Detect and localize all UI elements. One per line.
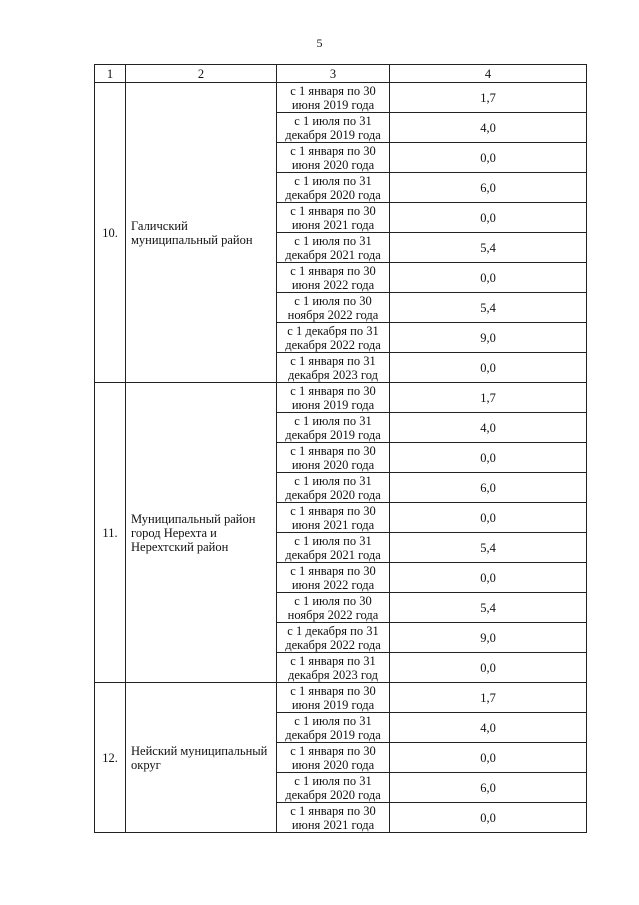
- period-cell: [277, 353, 390, 383]
- value-cell: 0,0: [390, 563, 587, 593]
- period-text: с 1 января по 30 июня 2022 года: [290, 563, 376, 592]
- period-text: с 1 января по 30 июня 2019 года: [290, 83, 376, 112]
- header-col-1: 1: [95, 65, 126, 83]
- period-text: с 1 июля по 30 ноября 2022 года: [287, 593, 379, 622]
- period-cell: [277, 803, 390, 833]
- header-col-4: 4: [390, 65, 587, 83]
- value-cell: 0,0: [390, 503, 587, 533]
- value-cell: 0,0: [390, 203, 587, 233]
- value-cell: 1,7: [390, 683, 587, 713]
- header-col-3: 3: [277, 65, 390, 83]
- period-text: с 1 января по 30 июня 2019 года: [290, 383, 376, 412]
- value-cell: 6,0: [390, 173, 587, 203]
- municipality-cell: [126, 683, 277, 833]
- value-cell: 4,0: [390, 113, 587, 143]
- period-cell: [277, 83, 390, 113]
- period-text: с 1 января по 30 июня 2020 года: [290, 443, 376, 472]
- municipality-name: Нейский муниципальный округ: [131, 743, 268, 772]
- period-text: с 1 января по 30 июня 2019 года: [290, 683, 376, 712]
- value-cell: 1,7: [390, 383, 587, 413]
- value-cell: 6,0: [390, 473, 587, 503]
- period-text: с 1 января по 30 июня 2021 года: [290, 503, 376, 532]
- value-cell: 5,4: [390, 533, 587, 563]
- table-row: [95, 83, 587, 113]
- header-row: [95, 65, 587, 83]
- value-cell: 4,0: [390, 713, 587, 743]
- period-cell: [277, 113, 390, 143]
- value-cell: 0,0: [390, 803, 587, 833]
- period-text: с 1 января по 31 декабря 2023 год: [287, 653, 378, 682]
- period-cell: [277, 503, 390, 533]
- page-number: 5: [316, 36, 323, 50]
- period-text: с 1 июля по 31 декабря 2021 года: [285, 533, 381, 562]
- period-cell: [277, 173, 390, 203]
- row-number: 10.: [95, 83, 126, 383]
- period-text: с 1 декабря по 31 декабря 2022 года: [285, 323, 381, 352]
- period-text: с 1 января по 30 июня 2021 года: [290, 803, 376, 832]
- period-cell: [277, 383, 390, 413]
- period-cell: [277, 653, 390, 683]
- period-text: с 1 июля по 31 декабря 2019 года: [285, 413, 381, 442]
- row-number: 12.: [95, 683, 126, 833]
- period-text: с 1 декабря по 31 декабря 2022 года: [285, 623, 381, 652]
- period-cell: [277, 743, 390, 773]
- value-cell: 5,4: [390, 293, 587, 323]
- value-cell: 0,0: [390, 143, 587, 173]
- header-col-2: 2: [126, 65, 277, 83]
- period-cell: [277, 323, 390, 353]
- period-cell: [277, 203, 390, 233]
- value-cell: 9,0: [390, 623, 587, 653]
- period-cell: [277, 683, 390, 713]
- period-text: с 1 января по 31 декабря 2023 год: [287, 353, 378, 382]
- period-cell: [277, 443, 390, 473]
- period-cell: [277, 143, 390, 173]
- period-cell: [277, 293, 390, 323]
- period-cell: [277, 473, 390, 503]
- municipality-name: Муниципальный район город Нерехта и Нерехтский район: [131, 511, 256, 554]
- period-cell: [277, 413, 390, 443]
- period-text: с 1 июля по 31 декабря 2019 года: [285, 713, 381, 742]
- period-cell: [277, 593, 390, 623]
- table-row: [95, 383, 587, 413]
- rates-table-body: [95, 65, 587, 833]
- period-text: с 1 июля по 31 декабря 2020 года: [285, 173, 381, 202]
- period-cell: [277, 563, 390, 593]
- period-cell: [277, 713, 390, 743]
- value-cell: 0,0: [390, 443, 587, 473]
- municipality-cell: [126, 383, 277, 683]
- period-cell: [277, 533, 390, 563]
- value-cell: 5,4: [390, 593, 587, 623]
- period-cell: [277, 773, 390, 803]
- value-cell: 0,0: [390, 743, 587, 773]
- period-text: с 1 июля по 30 ноября 2022 года: [287, 293, 379, 322]
- table-row: [95, 683, 587, 713]
- period-text: с 1 июля по 31 декабря 2020 года: [285, 773, 381, 802]
- value-cell: 5,4: [390, 233, 587, 263]
- period-text: с 1 июля по 31 декабря 2021 года: [285, 233, 381, 262]
- row-number: 11.: [95, 383, 126, 683]
- value-cell: 0,0: [390, 263, 587, 293]
- period-text: с 1 июля по 31 декабря 2019 года: [285, 113, 381, 142]
- rates-table: [94, 64, 587, 833]
- period-text: с 1 января по 30 июня 2020 года: [290, 743, 376, 772]
- period-text: с 1 января по 30 июня 2021 года: [290, 203, 376, 232]
- period-text: с 1 января по 30 июня 2022 года: [290, 263, 376, 292]
- value-cell: 0,0: [390, 353, 587, 383]
- value-cell: 4,0: [390, 413, 587, 443]
- period-text: с 1 января по 30 июня 2020 года: [290, 143, 376, 172]
- value-cell: 1,7: [390, 83, 587, 113]
- municipality-cell: [126, 83, 277, 383]
- period-cell: [277, 623, 390, 653]
- period-cell: [277, 263, 390, 293]
- value-cell: 6,0: [390, 773, 587, 803]
- value-cell: 9,0: [390, 323, 587, 353]
- municipality-name: Галичский муниципальный район: [131, 218, 253, 247]
- period-cell: [277, 233, 390, 263]
- value-cell: 0,0: [390, 653, 587, 683]
- period-text: с 1 июля по 31 декабря 2020 года: [285, 473, 381, 502]
